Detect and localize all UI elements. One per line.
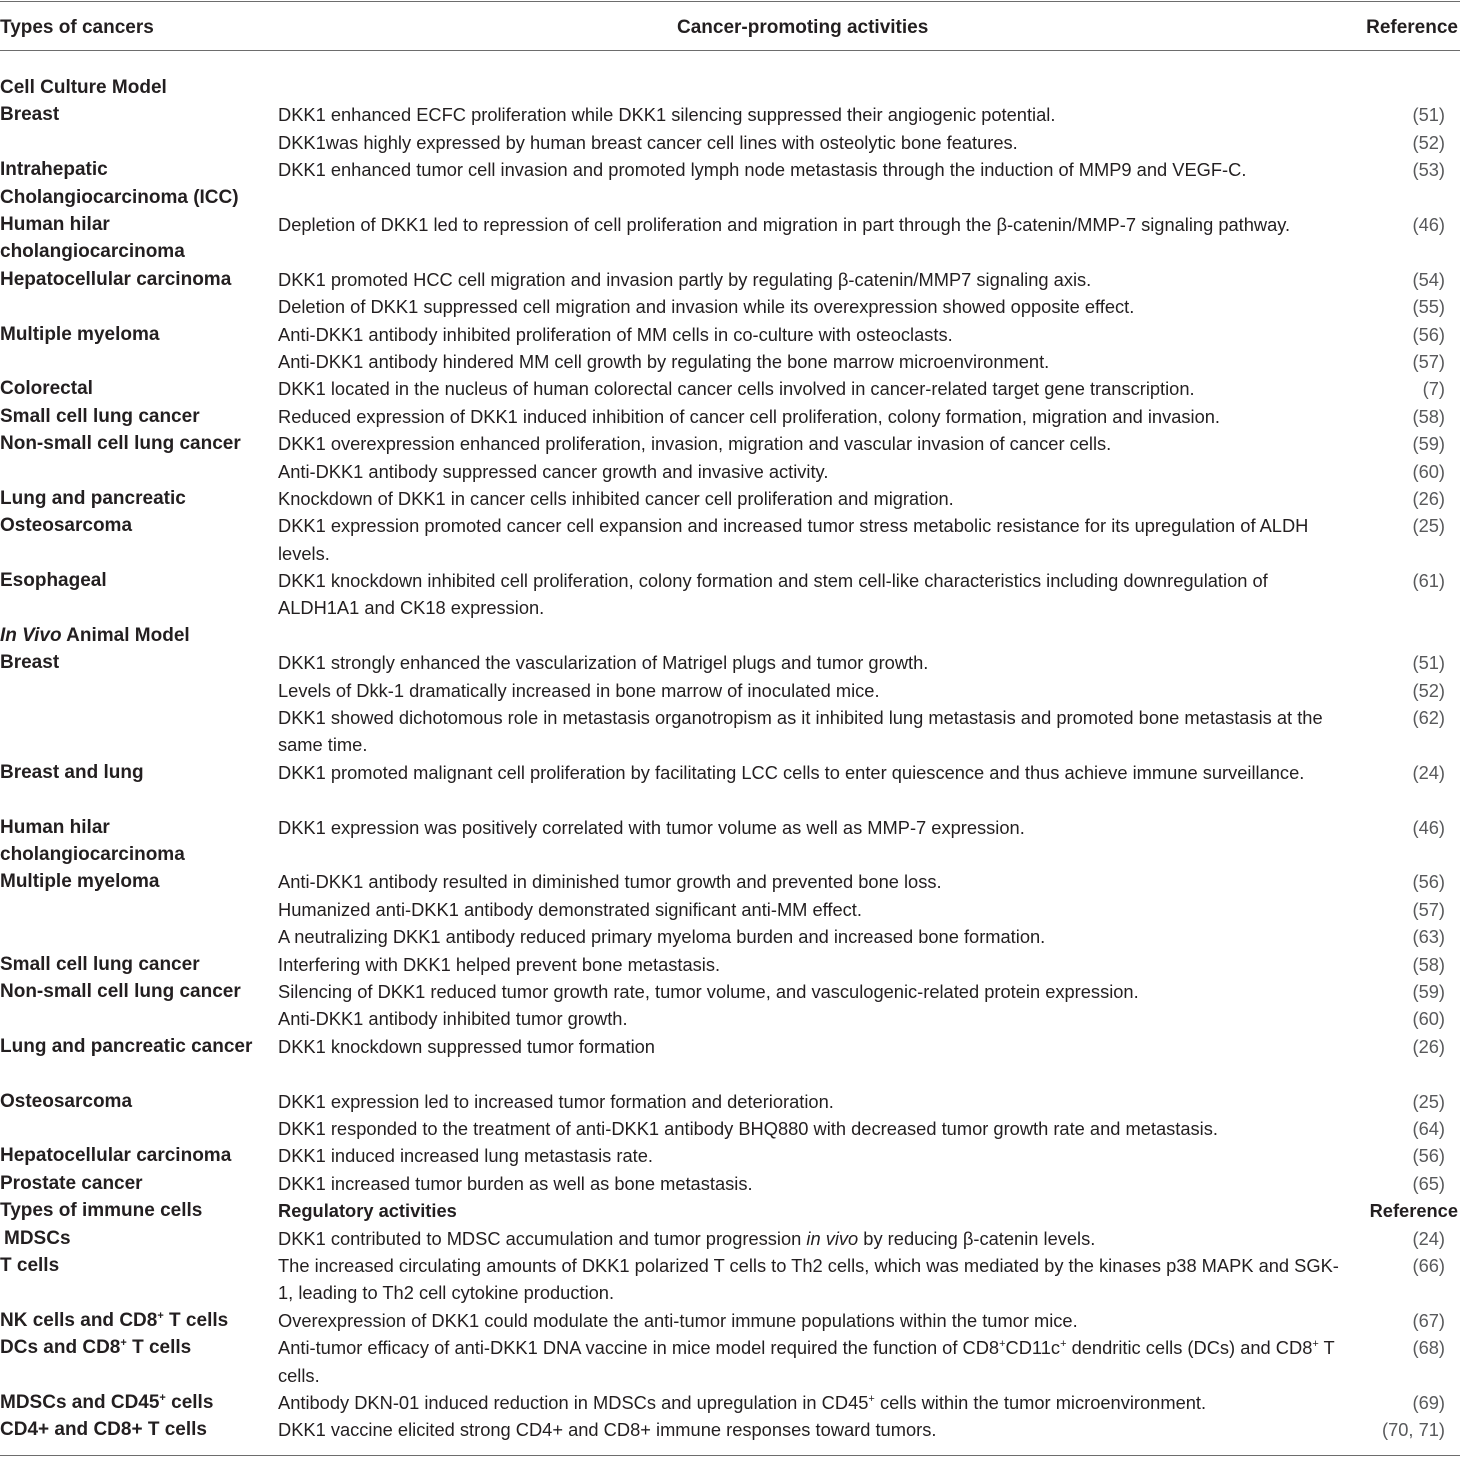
cell-type-part: T cells <box>163 1309 229 1331</box>
reference: (66) <box>1412 1254 1445 1276</box>
activity-text: DKK1 enhanced ECFC proliferation while DKK1 silencing suppressed their angiogenic potential. <box>278 104 1056 126</box>
activity-text: Reduced expression of DKK1 induced inhibition of cancer cell proliferation, colony formation, migration and invasion. <box>278 405 1221 427</box>
reference: (51) <box>1412 104 1445 126</box>
table-row <box>0 1389 1460 1416</box>
activity-text: Knockdown of DKK1 in cancer cells inhibited cancer cell proliferation and migration. <box>278 487 954 509</box>
activity-text-italic: in vivo <box>806 1227 859 1249</box>
table-header-rule <box>0 50 1460 51</box>
cancer-type: Lung and pancreatic cancer <box>0 1035 253 1057</box>
table-row <box>0 375 1460 402</box>
reference: (52) <box>1412 131 1445 153</box>
cancer-type: Small cell lung cancer <box>0 953 200 975</box>
header-types-of-cancers: Types of cancers <box>0 17 154 38</box>
cancer-type: Breast <box>0 104 60 126</box>
immune-subheader <box>0 1197 1460 1224</box>
reference: (26) <box>1412 487 1445 509</box>
reference: (59) <box>1412 433 1445 455</box>
activity-text: Humanized anti-DKK1 antibody demonstrated significant anti-MM effect. <box>278 898 862 920</box>
reference: (57) <box>1412 898 1445 920</box>
table-bottom-rule <box>0 1455 1460 1456</box>
reference: (51) <box>1412 652 1445 674</box>
section-title <box>0 622 700 649</box>
reference: (68) <box>1412 1337 1445 1359</box>
activity-text: Anti-DKK1 antibody inhibited proliferation of MM cells in co-culture with osteoclasts. <box>278 323 953 345</box>
reference: (60) <box>1412 460 1445 482</box>
table-row <box>0 704 1460 759</box>
subheader-reference: Reference <box>1369 1200 1458 1222</box>
header-reference: Reference <box>1366 17 1458 38</box>
activity-text: Levels of Dkk-1 dramatically increased in bone marrow of inoculated mice. <box>278 679 880 701</box>
reference: (55) <box>1412 296 1445 318</box>
table-row <box>0 1033 1460 1088</box>
activity-text: A neutralizing DKK1 antibody reduced primary myeloma burden and increased bone formation. <box>278 926 1046 948</box>
table-row <box>0 868 1460 895</box>
cell-type-part: T cells <box>126 1337 192 1359</box>
table-row <box>0 1252 1460 1307</box>
table-row <box>0 923 1460 950</box>
subheader-regulatory-activities: Regulatory activities <box>278 1200 457 1222</box>
cancer-type: Colorectal <box>0 378 93 400</box>
immune-cell-type <box>0 1389 272 1416</box>
cancer-type: Multiple myeloma <box>0 323 160 345</box>
table-row <box>0 1115 1460 1142</box>
cancer-type: Small cell lung cancer <box>0 405 200 427</box>
activity-text-part: dendritic cells (DCs) and CD8 <box>1066 1337 1313 1359</box>
superscript: + <box>999 1338 1006 1351</box>
superscript: + <box>157 1309 164 1322</box>
cancer-type: Breast <box>0 652 60 674</box>
superscript: + <box>159 1391 166 1404</box>
reference: (56) <box>1412 871 1445 893</box>
activity-text-part: DKK1 contributed to MDSC accumulation and tumor progression <box>278 1227 807 1249</box>
table-row <box>0 1170 1460 1197</box>
activity-text: DKK1 promoted HCC cell migration and invasion partly by regulating β-catenin/MMP7 signaling axis. <box>278 268 1092 290</box>
activity-text: DKK1 expression led to increased tumor formation and deterioration. <box>278 1090 834 1112</box>
table-row <box>0 759 1460 814</box>
activity-text: Depletion of DKK1 led to repression of cell proliferation and migration in part through the β-catenin/MMP-7 signaling pathway. <box>278 213 1291 235</box>
immune-cell-type <box>0 1307 272 1334</box>
table-row <box>0 293 1460 320</box>
cancer-type: Non-small cell lung cancer <box>0 433 241 455</box>
reference: (56) <box>1412 323 1445 345</box>
activity-text: DKK1 showed dichotomous role in metastasis organotropism as it inhibited lung metastasis and promoted bone metastasis at the same time. <box>278 707 1323 756</box>
table-row <box>0 129 1460 156</box>
cell-type-part: cells <box>165 1391 214 1413</box>
activity-text-part: by reducing β-catenin levels. <box>858 1227 1096 1249</box>
table-row <box>0 677 1460 704</box>
activity-text: DKK1 promoted malignant cell proliferation by facilitating LCC cells to enter quiescence and thus achieve immune surveillance. <box>278 761 1305 783</box>
reference: (67) <box>1412 1309 1445 1331</box>
table-row <box>0 1142 1460 1169</box>
reference: (59) <box>1412 981 1445 1002</box>
table-row <box>0 403 1460 430</box>
activity-text-part: CD11c <box>1005 1337 1061 1359</box>
reference: (25) <box>1412 515 1445 537</box>
cancer-type: Esophageal <box>0 570 107 592</box>
activity-text: DKK1 knockdown suppressed tumor formation <box>278 1035 655 1057</box>
superscript: + <box>1060 1338 1067 1351</box>
table-row <box>0 814 1460 869</box>
activity-text: DKK1 responded to the treatment of anti-DKK1 antibody BHQ880 with decreased tumor growth rate and metastasis. <box>278 1117 1218 1139</box>
reference: (24) <box>1412 761 1445 783</box>
table-row <box>0 1005 1460 1032</box>
cancer-type: Osteosarcoma <box>0 1090 133 1112</box>
cancer-type: Non-small cell lung cancer <box>0 981 241 1002</box>
cancer-type: Osteosarcoma <box>0 515 133 537</box>
activity-text: DKK1was highly expressed by human breast cancer cell lines with osteolytic bone features. <box>278 131 1018 153</box>
table-row <box>0 156 1460 211</box>
reference: (52) <box>1412 679 1445 701</box>
table-row <box>0 649 1460 676</box>
activity-text: Anti-DKK1 antibody hindered MM cell growth by regulating the bone marrow microenvironment. <box>278 350 1050 372</box>
activity-text <box>278 1334 1348 1389</box>
table-row <box>0 978 1460 1005</box>
table-row <box>0 1225 1460 1252</box>
table-header <box>0 0 1460 52</box>
activity-text: Anti-DKK1 antibody inhibited tumor growth. <box>278 1008 628 1030</box>
superscript: + <box>868 1392 875 1405</box>
activity-text: Anti-DKK1 antibody resulted in diminished tumor growth and prevented bone loss. <box>278 871 942 893</box>
header-cancer-promoting-activities: Cancer-promoting activities <box>677 17 929 38</box>
activity-text-part: Anti-tumor efficacy of anti-DKK1 DNA vaccine in mice model required the function of CD8 <box>278 1337 1000 1359</box>
table-row <box>0 458 1460 485</box>
activity-text-part: cells within the tumor microenvironment. <box>874 1391 1207 1413</box>
table-row <box>0 896 1460 923</box>
immune-cell-type: MDSCs <box>4 1227 71 1249</box>
table-row <box>0 1334 1460 1389</box>
table-row <box>0 567 1460 622</box>
section-title: Cell Culture Model <box>0 77 167 98</box>
cancer-type: Intrahepatic Cholangiocarcinoma (ICC) <box>0 159 239 208</box>
reference: (63) <box>1412 926 1445 948</box>
activity-text: The increased circulating amounts of DKK1 polarized T cells to Th2 cells, which was mediated by the kinases p38 MAPK and SGK-1, leading to Th2 cell cytokine production. <box>278 1254 1339 1304</box>
cell-type-part: MDSCs and CD45 <box>0 1391 160 1413</box>
activity-text: DKK1 increased tumor burden as well as bone metastasis. <box>278 1172 753 1194</box>
table-row <box>0 430 1460 457</box>
activity-text: Deletion of DKK1 suppressed cell migration and invasion while its overexpression showed opposite effect. <box>278 296 1135 318</box>
cancer-type: Multiple myeloma <box>0 871 160 893</box>
reference: (26) <box>1412 1035 1445 1057</box>
reference: (60) <box>1412 1008 1445 1030</box>
immune-cell-type: T cells <box>0 1254 60 1276</box>
activity-text-part: T cells. <box>278 1337 1335 1386</box>
reference: (56) <box>1412 1145 1445 1167</box>
activity-text-part: Antibody DKN-01 induced reduction in MDSCs and upregulation in CD45 <box>278 1391 869 1413</box>
immune-cell-type: CD4+ and CD8+ T cells <box>0 1419 207 1441</box>
activity-text: Anti-DKK1 antibody suppressed cancer growth and invasive activity. <box>278 460 829 482</box>
cancer-type: Lung and pancreatic <box>0 487 186 509</box>
table-row <box>0 321 1460 348</box>
reference: (69) <box>1412 1391 1445 1413</box>
activity-text: DKK1 located in the nucleus of human colorectal cancer cells involved in cancer-related target gene transcription. <box>278 378 1195 400</box>
reference: (58) <box>1412 953 1445 975</box>
reference: (46) <box>1412 213 1445 235</box>
section-title-italic: In Vivo <box>0 624 62 646</box>
activity-text: DKK1 expression promoted cancer cell expansion and increased tumor stress metabolic resistance for its upregulation of ALDH levels. <box>278 515 1309 564</box>
reference: (54) <box>1412 268 1445 290</box>
reference: (61) <box>1412 570 1445 592</box>
cell-type-part: NK cells and CD8 <box>0 1309 158 1331</box>
reference: (70, 71) <box>1381 1419 1445 1441</box>
section-cell-culture <box>0 74 1460 101</box>
subheader-types-of-immune-cells: Types of immune cells <box>0 1200 203 1222</box>
reference: (62) <box>1412 707 1445 729</box>
cancer-type: Hepatocellular carcinoma <box>0 1145 232 1167</box>
table-row <box>0 101 1460 128</box>
activity-text: DKK1 vaccine elicited strong CD4+ and CD8+ immune responses toward tumors. <box>278 1419 937 1441</box>
cancer-type: Human hilar cholangiocarcinoma <box>0 816 185 866</box>
superscript: + <box>1312 1338 1319 1351</box>
activity-text: Silencing of DKK1 reduced tumor growth rate, tumor volume, and vasculogenic-related protein expression. <box>278 981 1139 1002</box>
activity-text <box>278 1389 1348 1416</box>
activity-text: DKK1 overexpression enhanced proliferation, invasion, migration and vascular invasion of cancer cells. <box>278 433 1112 455</box>
table-row <box>0 348 1460 375</box>
table-row <box>0 1416 1460 1443</box>
reference: (24) <box>1412 1227 1445 1249</box>
table-row <box>0 1088 1460 1115</box>
table-row <box>0 512 1460 567</box>
activity-text: DKK1 induced increased lung metastasis rate. <box>278 1145 653 1167</box>
table-row <box>0 211 1460 266</box>
cancer-type: Breast and lung <box>0 761 144 783</box>
reference: (46) <box>1412 816 1445 838</box>
superscript: + <box>120 1337 127 1350</box>
reference: (58) <box>1412 405 1445 427</box>
section-in-vivo <box>0 622 1460 649</box>
reference: (64) <box>1412 1117 1445 1139</box>
reference: (57) <box>1412 350 1445 372</box>
reference: (25) <box>1412 1090 1445 1112</box>
reference: (7) <box>1422 378 1445 400</box>
cancer-type: Prostate cancer <box>0 1172 143 1194</box>
cell-type-part: DCs and CD8 <box>0 1337 121 1359</box>
table-body <box>0 74 1460 1444</box>
activity-text <box>278 1225 1348 1252</box>
table-row <box>0 951 1460 978</box>
immune-cell-type <box>0 1334 272 1361</box>
reference: (53) <box>1412 159 1445 181</box>
table-row <box>0 485 1460 512</box>
section-title-rest: Animal Model <box>61 624 190 646</box>
activity-text: DKK1 strongly enhanced the vascularization of Matrigel plugs and tumor growth. <box>278 652 929 674</box>
table-row <box>0 1307 1460 1334</box>
activity-text: DKK1 knockdown inhibited cell proliferation, colony formation and stem cell-like characteristics including downregulation of ALDH1A1 and CK18 expression. <box>278 570 1268 619</box>
reference: (65) <box>1412 1172 1445 1194</box>
activity-text: DKK1 expression was positively correlated with tumor volume as well as MMP-7 expression. <box>278 816 1025 838</box>
activity-text: Overexpression of DKK1 could modulate the anti-tumor immune populations within the tumor mice. <box>278 1309 1078 1331</box>
cancer-type: Hepatocellular carcinoma <box>0 268 232 290</box>
cancer-type: Human hilar cholangiocarcinoma <box>0 213 185 263</box>
activity-text: DKK1 enhanced tumor cell invasion and promoted lymph node metastasis through the induction of MMP9 and VEGF-C. <box>278 159 1247 181</box>
activity-text: Interfering with DKK1 helped prevent bone metastasis. <box>278 953 721 975</box>
table-row <box>0 266 1460 293</box>
